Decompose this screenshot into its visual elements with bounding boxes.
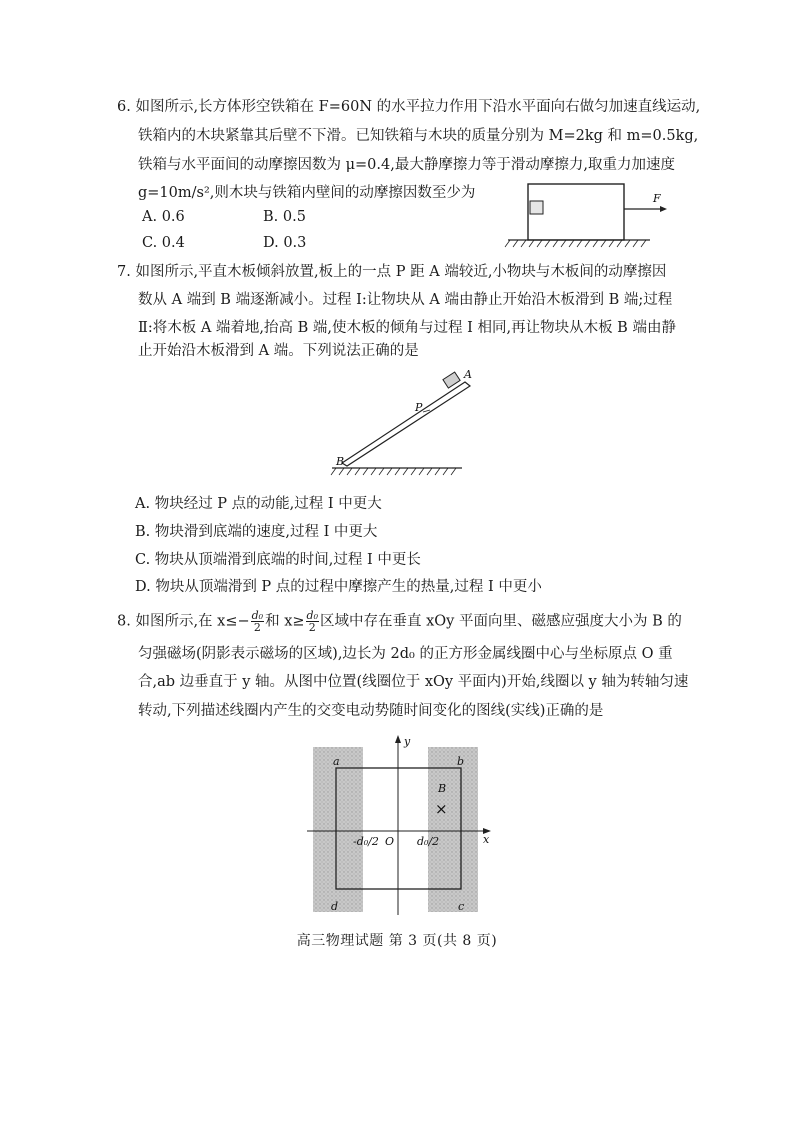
q8-line-3: 合,ab 边垂直于 y 轴。从图中位置(线圈位于 xOy 平面内)开始,线圈以 y 轴为转轴匀速 — [138, 674, 689, 690]
fraction-num: d₀ — [306, 609, 318, 622]
label-p: P — [415, 401, 423, 414]
q8-line-4: 转动,下列描述线圈内产生的交变电动势随时间变化的图线(实线)正确的是 — [138, 703, 604, 719]
page-footer: 高三物理试题 第 3 页(共 8 页) — [296, 933, 498, 949]
q6-option-a: A. 0.6 — [142, 209, 185, 225]
q8-line-1-prefix: 8. 如图所示,在 x≤− — [117, 613, 250, 630]
q8-figure — [307, 735, 497, 917]
y-axis-arrow — [395, 735, 401, 743]
label-d: d — [331, 900, 339, 913]
q6-option-d: D. 0.3 — [263, 235, 307, 251]
ground-hatch — [331, 468, 456, 475]
q8-line-1-suffix: 区域中存在垂直 xOy 平面向里、磁感应强度大小为 B 的 — [319, 613, 682, 630]
fraction-den: 2 — [253, 621, 261, 634]
q7-line-3: Ⅱ:将木板 A 端着地,抬高 B 端,使木板的倾角与过程 Ⅰ 相同,再让物块从木板 B 端由静 — [138, 320, 676, 336]
q7-line-2: 数从 A 端到 B 端逐渐减小。过程 Ⅰ:让物块从 A 端由静止开始沿木板滑到 B 端;过程 — [138, 292, 673, 308]
q7-option-a: A. 物块经过 P 点的动能,过程 Ⅰ 中更大 — [135, 496, 382, 512]
label-a: A — [464, 368, 472, 381]
q7-line-1: 7. 如图所示,平直木板倾斜放置,板上的一点 P 距 A 端较近,小物块与木板间的动摩擦因 — [117, 264, 667, 280]
fraction-d0-over-2 — [306, 610, 319, 633]
wooden-block — [530, 201, 543, 214]
force-arrow-head — [660, 206, 667, 212]
q8-line-1-mid: 和 x≥ — [265, 613, 305, 630]
q8-line-2: 匀强磁场(阴影表示磁场的区域),边长为 2d₀ 的正方形金属线圈中心与坐标原点 O 重 — [138, 646, 673, 662]
q6-line-3: 铁箱与水平面间的动摩擦因数为 μ=0.4,最大静摩擦力等于滑动摩擦力,取重力加速度 — [138, 157, 675, 173]
label-y: y — [404, 735, 411, 748]
q6-option-b: B. 0.5 — [263, 209, 306, 225]
fraction-den: 2 — [308, 621, 316, 634]
label-a: a — [333, 755, 340, 768]
q6-line-1: 6. 如图所示,长方体形空铁箱在 F=60N 的水平拉力作用下沿水平面向右做匀加速直线运动, — [117, 99, 701, 115]
q6-line-4: g=10m/s²,则木块与铁箱内壁间的动摩擦因数至少为 — [138, 185, 476, 201]
fraction-num: d₀ — [251, 609, 264, 622]
label-pos-half: d₀/2 — [417, 835, 440, 848]
field-region-right — [428, 747, 478, 912]
q7-option-d: D. 物块从顶端滑到 P 点的过程中摩擦产生的热量,过程 Ⅰ 中更小 — [135, 579, 542, 595]
block — [443, 372, 460, 388]
field-region-left — [313, 747, 363, 912]
q7-option-b: B. 物块滑到底端的速度,过程 Ⅰ 中更大 — [135, 524, 378, 540]
label-field-b: B — [438, 782, 447, 795]
label-x: x — [483, 833, 490, 846]
q7-figure — [330, 365, 480, 477]
label-c: c — [458, 900, 465, 913]
q7-line-4: 止开始沿木板滑到 A 端。下列说法正确的是 — [138, 343, 419, 359]
cross-icon: × — [435, 800, 448, 818]
label-b: B — [336, 455, 345, 468]
fraction-neg-d0-over-2 — [251, 610, 264, 633]
q6-figure — [500, 178, 680, 253]
label-origin: O — [385, 835, 395, 848]
q6-line-2: 铁箱内的木块紧靠其后壁不下滑。已知铁箱与木块的质量分别为 M=2kg 和 m=0.5kg, — [138, 128, 699, 144]
ground-hatch — [505, 240, 646, 247]
label-b: b — [457, 755, 465, 768]
label-neg-half: -d₀/2 — [353, 835, 379, 848]
q8-line-1 — [117, 610, 682, 633]
q6-option-c: C. 0.4 — [142, 235, 185, 251]
inclined-board — [342, 382, 470, 466]
q7-option-c: C. 物块从顶端滑到底端的时间,过程 Ⅰ 中更长 — [135, 552, 421, 568]
force-label: F — [653, 192, 661, 205]
